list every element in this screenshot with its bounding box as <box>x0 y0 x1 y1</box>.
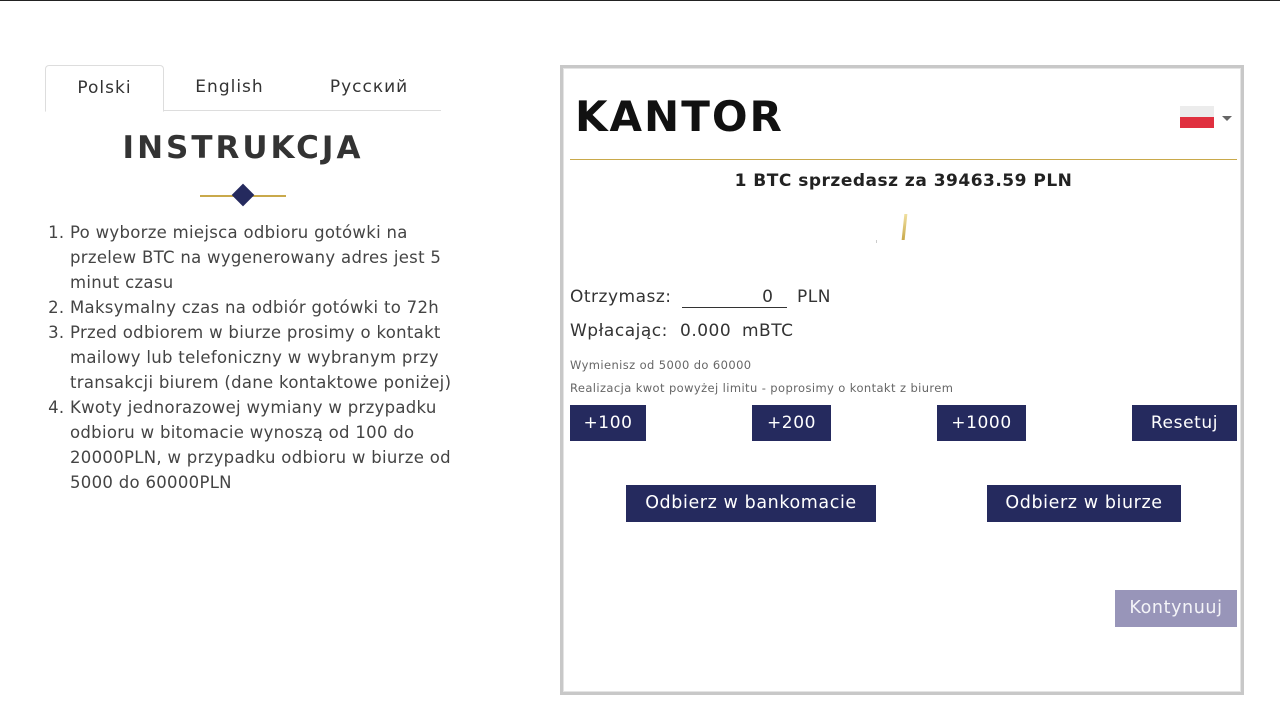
instruction-step: 2. Maksymalny czas na odbiór gotówki to 72h <box>70 295 470 320</box>
receive-currency: PLN <box>797 287 831 307</box>
instruction-step: 3. Przed odbiorem w biurze prosimy o kontakt mailowy lub telefoniczny w wybranym przy transakcji biurem (dane kontaktowe poniżej) <box>70 320 470 395</box>
reset-button[interactable]: Resetuj <box>1132 405 1237 441</box>
receive-amount-input[interactable] <box>682 286 787 308</box>
continue-button[interactable]: Kontynuuj <box>1115 590 1237 627</box>
top-border <box>0 0 1280 1</box>
tab-english[interactable]: English <box>195 77 264 97</box>
tab-polski[interactable]: Polski <box>45 65 164 112</box>
add-100-button[interactable]: +100 <box>570 405 646 441</box>
tab-russian[interactable]: Русский <box>329 77 409 97</box>
exchange-rate: 1 BTC sprzedasz za 39463.59 PLN <box>734 171 1073 191</box>
limit-note: Realizacja kwot powyżej limitu - poprosimy o kontakt z biurem <box>570 381 954 395</box>
pay-currency: mBTC <box>742 321 794 341</box>
language-tabs <box>45 65 441 111</box>
chevron-down-icon[interactable] <box>1222 116 1232 121</box>
instruction-step: 4. Kwoty jednorazowej wymiany w przypadku odbioru w bitomacie wynoszą od 100 do 20000PLN, w przypadku odbioru w biurze od 5000 do 60000PLN <box>70 395 470 495</box>
gold-divider <box>570 159 1237 160</box>
instructions-title: INSTRUKCJA <box>122 130 364 166</box>
pay-label: Wpłacając: <box>570 321 668 341</box>
pickup-office-button[interactable]: Odbierz w biurze <box>987 485 1181 522</box>
spinner-dot <box>876 240 877 243</box>
instruction-step: 1. Po wyborze miejsca odbioru gotówki na przelew BTC na wygenerowany adres jest 5 minut czasu <box>70 220 470 295</box>
pickup-atm-button[interactable]: Odbierz w bankomacie <box>626 485 876 522</box>
polish-flag-icon[interactable] <box>1180 106 1214 128</box>
add-1000-button[interactable]: +1000 <box>937 405 1026 441</box>
add-200-button[interactable]: +200 <box>752 405 831 441</box>
pay-amount: 0.000 <box>680 321 732 341</box>
title-divider <box>200 184 286 208</box>
diamond-icon <box>232 184 255 207</box>
instructions-list <box>48 220 470 495</box>
receive-label: Otrzymasz: <box>570 287 672 307</box>
range-note: Wymienisz od 5000 do 60000 <box>570 358 752 372</box>
kantor-title: KANTOR <box>575 92 784 141</box>
